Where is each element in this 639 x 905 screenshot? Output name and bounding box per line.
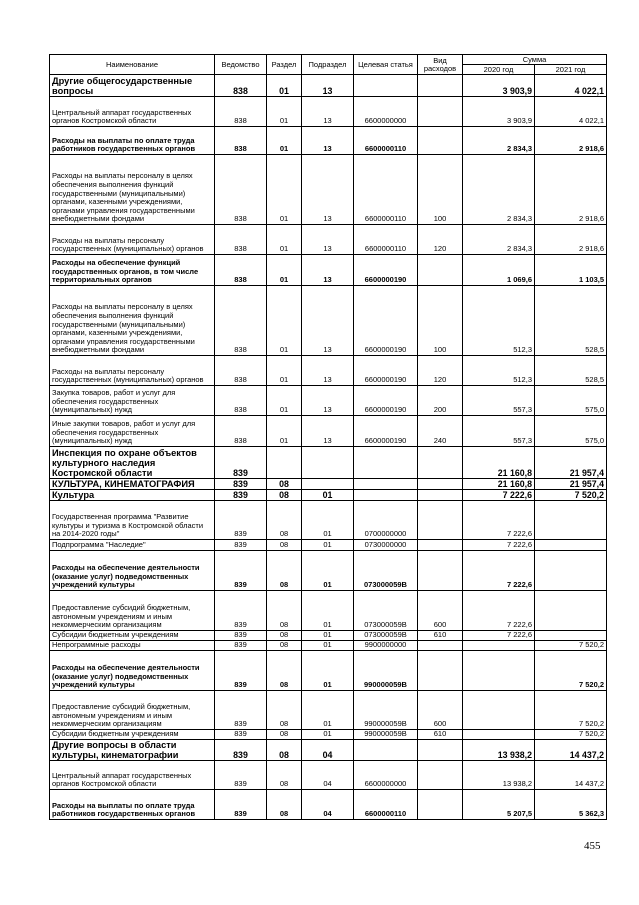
cell-name: Расходы на выплаты персоналу государственных (муниципальных) органов	[50, 356, 215, 386]
cell-subsection: 13	[302, 75, 354, 97]
cell-2021: 7 520,2	[535, 691, 607, 730]
cell-target	[354, 740, 418, 761]
cell-subsection: 13	[302, 255, 354, 286]
cell-dept: 838	[215, 356, 267, 386]
cell-2020: 7 222,6	[463, 490, 535, 501]
cell-dept: 839	[215, 591, 267, 631]
cell-kind	[418, 761, 463, 790]
cell-name: КУЛЬТУРА, КИНЕМАТОГРАФИЯ	[50, 479, 215, 490]
cell-name: Культура	[50, 490, 215, 501]
table-row	[50, 416, 607, 447]
table-row	[50, 540, 607, 551]
cell-2021: 7 520,2	[535, 651, 607, 691]
cell-2021: 14 437,2	[535, 740, 607, 761]
cell-dept: 839	[215, 761, 267, 790]
cell-2020: 3 903,9	[463, 97, 535, 127]
cell-kind	[418, 740, 463, 761]
table-row	[50, 386, 607, 416]
cell-dept: 838	[215, 127, 267, 155]
cell-subsection	[302, 479, 354, 490]
cell-name: Субсидии бюджетным учреждениям	[50, 730, 215, 740]
cell-name: Иные закупки товаров, работ и услуг для обеспечения государственных (муниципальных) нужд	[50, 416, 215, 447]
cell-target	[354, 75, 418, 97]
cell-kind	[418, 255, 463, 286]
cell-subsection	[302, 447, 354, 479]
cell-target: 6600000190	[354, 356, 418, 386]
cell-kind	[418, 447, 463, 479]
cell-section: 01	[267, 286, 302, 356]
cell-subsection: 01	[302, 631, 354, 641]
cell-target: 990000059В	[354, 730, 418, 740]
cell-section: 01	[267, 127, 302, 155]
table-row	[50, 651, 607, 691]
table-row	[50, 641, 607, 651]
cell-kind: 120	[418, 356, 463, 386]
header-kind: Вид расходов	[418, 55, 463, 75]
cell-section: 08	[267, 631, 302, 641]
cell-2021: 1 103,5	[535, 255, 607, 286]
cell-kind: 240	[418, 416, 463, 447]
cell-target: 6600000190	[354, 416, 418, 447]
cell-2020: 7 222,6	[463, 631, 535, 641]
budget-table	[49, 54, 607, 820]
cell-target: 6600000190	[354, 286, 418, 356]
cell-target: 6600000190	[354, 386, 418, 416]
cell-name: Государственная программа "Развитие культуры и туризма в Костромской области на 2014-2020 годы"	[50, 501, 215, 540]
cell-kind: 100	[418, 155, 463, 225]
cell-section: 08	[267, 730, 302, 740]
cell-2020: 13 938,2	[463, 740, 535, 761]
cell-section: 08	[267, 551, 302, 591]
table-row	[50, 761, 607, 790]
cell-2020: 7 222,6	[463, 540, 535, 551]
table-row	[50, 591, 607, 631]
cell-2021	[535, 631, 607, 641]
cell-kind	[418, 641, 463, 651]
cell-section: 01	[267, 225, 302, 255]
cell-section: 08	[267, 740, 302, 761]
cell-kind: 610	[418, 730, 463, 740]
table-row	[50, 551, 607, 591]
cell-subsection: 13	[302, 155, 354, 225]
cell-target: 0700000000	[354, 501, 418, 540]
cell-2020: 7 222,6	[463, 501, 535, 540]
cell-kind	[418, 97, 463, 127]
cell-section: 08	[267, 479, 302, 490]
cell-section: 08	[267, 540, 302, 551]
cell-kind	[418, 790, 463, 820]
cell-2021: 7 520,2	[535, 641, 607, 651]
cell-name: Центральный аппарат государственных органов Костромской области	[50, 97, 215, 127]
cell-name: Инспекция по охране объектов культурного наследия Костромской области	[50, 447, 215, 479]
cell-kind	[418, 127, 463, 155]
cell-section: 08	[267, 641, 302, 651]
header-section: Раздел	[267, 55, 302, 75]
cell-dept: 838	[215, 97, 267, 127]
table-row	[50, 447, 607, 479]
cell-subsection: 04	[302, 790, 354, 820]
table-row	[50, 740, 607, 761]
cell-2021	[535, 591, 607, 631]
cell-section: 01	[267, 255, 302, 286]
cell-subsection: 13	[302, 416, 354, 447]
cell-2021	[535, 551, 607, 591]
cell-2021: 21 957,4	[535, 447, 607, 479]
cell-dept: 839	[215, 490, 267, 501]
cell-2021: 2 918,6	[535, 155, 607, 225]
cell-name: Непрограммные расходы	[50, 641, 215, 651]
table-row	[50, 691, 607, 730]
cell-dept: 838	[215, 286, 267, 356]
cell-target: 073000059В	[354, 631, 418, 641]
cell-name: Предоставление субсидий бюджетным, автономным учреждениям и иным некоммерческим организациям	[50, 591, 215, 631]
cell-section: 08	[267, 501, 302, 540]
cell-2020: 3 903,9	[463, 75, 535, 97]
cell-name: Другие общегосударственные вопросы	[50, 75, 215, 97]
cell-2021: 2 918,6	[535, 225, 607, 255]
cell-kind: 200	[418, 386, 463, 416]
cell-dept: 839	[215, 740, 267, 761]
header-target: Целевая статья	[354, 55, 418, 75]
cell-subsection: 13	[302, 97, 354, 127]
cell-dept: 839	[215, 631, 267, 641]
cell-name: Закупка товаров, работ и услуг для обеспечения государственных (муниципальных) нужд	[50, 386, 215, 416]
cell-dept: 839	[215, 730, 267, 740]
cell-subsection: 01	[302, 651, 354, 691]
cell-2021	[535, 501, 607, 540]
table-row	[50, 97, 607, 127]
cell-section: 01	[267, 356, 302, 386]
cell-2020	[463, 651, 535, 691]
cell-2020: 512,3	[463, 286, 535, 356]
cell-subsection: 01	[302, 591, 354, 631]
cell-target: 9900000000	[354, 641, 418, 651]
cell-section	[267, 447, 302, 479]
cell-2021: 528,5	[535, 286, 607, 356]
cell-2020: 13 938,2	[463, 761, 535, 790]
cell-dept: 839	[215, 651, 267, 691]
cell-name: Предоставление субсидий бюджетным, автономным учреждениям и иным некоммерческим организациям	[50, 691, 215, 730]
cell-2021: 4 022,1	[535, 75, 607, 97]
header-sum: Сумма	[463, 55, 607, 65]
cell-subsection: 04	[302, 740, 354, 761]
cell-2020: 21 160,8	[463, 479, 535, 490]
table-row	[50, 790, 607, 820]
cell-kind	[418, 540, 463, 551]
cell-kind	[418, 75, 463, 97]
cell-name: Расходы на обеспечение деятельности (оказание услуг) подведомственных учреждений культуры	[50, 551, 215, 591]
table-row	[50, 501, 607, 540]
cell-2020: 2 834,3	[463, 127, 535, 155]
table-row	[50, 255, 607, 286]
cell-2021: 575,0	[535, 416, 607, 447]
cell-kind: 610	[418, 631, 463, 641]
cell-2020: 7 222,6	[463, 551, 535, 591]
cell-2020: 2 834,3	[463, 155, 535, 225]
cell-subsection: 01	[302, 551, 354, 591]
table-row	[50, 356, 607, 386]
cell-dept: 839	[215, 790, 267, 820]
cell-section: 01	[267, 75, 302, 97]
cell-kind	[418, 651, 463, 691]
cell-dept: 839	[215, 691, 267, 730]
cell-2020	[463, 641, 535, 651]
cell-name: Расходы на обеспечение деятельности (оказание услуг) подведомственных учреждений культуры	[50, 651, 215, 691]
cell-target: 990000059В	[354, 651, 418, 691]
cell-target: 6600000110	[354, 127, 418, 155]
cell-2021: 7 520,2	[535, 490, 607, 501]
cell-dept: 839	[215, 641, 267, 651]
cell-2020: 7 222,6	[463, 591, 535, 631]
cell-2021	[535, 540, 607, 551]
cell-name: Расходы на выплаты персоналу в целях обеспечения выполнения функций государственными (муниципальными) органами, казенными учреждениями, органами управления государственными внебюджетными фондами	[50, 155, 215, 225]
cell-2021: 528,5	[535, 356, 607, 386]
cell-section: 08	[267, 490, 302, 501]
cell-2020: 557,3	[463, 416, 535, 447]
cell-target: 6600000000	[354, 761, 418, 790]
cell-section: 01	[267, 97, 302, 127]
cell-dept: 839	[215, 447, 267, 479]
cell-subsection: 13	[302, 386, 354, 416]
table-row	[50, 155, 607, 225]
table-row	[50, 730, 607, 740]
cell-kind: 120	[418, 225, 463, 255]
cell-section: 01	[267, 155, 302, 225]
cell-dept: 838	[215, 225, 267, 255]
cell-name: Расходы на выплаты по оплате труда работников государственных органов	[50, 127, 215, 155]
table-row	[50, 127, 607, 155]
cell-section: 01	[267, 416, 302, 447]
cell-kind: 600	[418, 691, 463, 730]
cell-subsection: 01	[302, 730, 354, 740]
cell-subsection: 13	[302, 127, 354, 155]
cell-dept: 839	[215, 551, 267, 591]
cell-dept: 838	[215, 416, 267, 447]
cell-2021: 7 520,2	[535, 730, 607, 740]
cell-target	[354, 490, 418, 501]
cell-target: 6600000000	[354, 97, 418, 127]
cell-section: 08	[267, 790, 302, 820]
header-name: Наименование	[50, 55, 215, 75]
cell-target	[354, 447, 418, 479]
cell-subsection: 04	[302, 761, 354, 790]
cell-2021: 575,0	[535, 386, 607, 416]
cell-dept: 838	[215, 386, 267, 416]
cell-subsection: 13	[302, 225, 354, 255]
cell-name: Подпрограмма "Наследие"	[50, 540, 215, 551]
cell-2021: 21 957,4	[535, 479, 607, 490]
cell-name: Расходы на обеспечение функций государственных органов, в том числе территориальных органов	[50, 255, 215, 286]
cell-kind: 100	[418, 286, 463, 356]
table-row	[50, 490, 607, 501]
cell-2020: 2 834,3	[463, 225, 535, 255]
header-dept: Ведомство	[215, 55, 267, 75]
cell-section: 08	[267, 591, 302, 631]
cell-section: 08	[267, 761, 302, 790]
header-year-2020: 2020 год	[463, 65, 535, 75]
cell-2021: 14 437,2	[535, 761, 607, 790]
cell-name: Расходы на выплаты персоналу государственных (муниципальных) органов	[50, 225, 215, 255]
cell-target: 990000059В	[354, 691, 418, 730]
cell-kind: 600	[418, 591, 463, 631]
cell-target: 6600000190	[354, 255, 418, 286]
cell-subsection: 13	[302, 356, 354, 386]
cell-section: 08	[267, 651, 302, 691]
cell-target: 073000059В	[354, 551, 418, 591]
cell-section: 01	[267, 386, 302, 416]
cell-kind	[418, 490, 463, 501]
cell-2020	[463, 730, 535, 740]
cell-section: 08	[267, 691, 302, 730]
table-row	[50, 225, 607, 255]
cell-dept: 838	[215, 155, 267, 225]
cell-name: Другие вопросы в области культуры, кинематографии	[50, 740, 215, 761]
cell-subsection: 01	[302, 490, 354, 501]
table-row	[50, 479, 607, 490]
table-row	[50, 631, 607, 641]
table-row	[50, 286, 607, 356]
cell-dept: 839	[215, 540, 267, 551]
cell-2021: 5 362,3	[535, 790, 607, 820]
cell-target	[354, 479, 418, 490]
cell-target: 073000059В	[354, 591, 418, 631]
header-subsection: Подраздел	[302, 55, 354, 75]
cell-dept: 838	[215, 75, 267, 97]
cell-subsection: 01	[302, 540, 354, 551]
table-row	[50, 75, 607, 97]
cell-2021: 4 022,1	[535, 97, 607, 127]
cell-2021: 2 918,6	[535, 127, 607, 155]
cell-dept: 839	[215, 501, 267, 540]
cell-2020: 1 069,6	[463, 255, 535, 286]
cell-2020	[463, 691, 535, 730]
cell-subsection: 01	[302, 501, 354, 540]
cell-name: Субсидии бюджетным учреждениям	[50, 631, 215, 641]
cell-2020: 21 160,8	[463, 447, 535, 479]
cell-2020: 512,3	[463, 356, 535, 386]
cell-2020: 557,3	[463, 386, 535, 416]
cell-target: 6600000110	[354, 155, 418, 225]
cell-kind	[418, 479, 463, 490]
header-year-2021: 2021 год	[535, 65, 607, 75]
cell-dept: 838	[215, 255, 267, 286]
cell-target: 6600000110	[354, 225, 418, 255]
cell-dept: 839	[215, 479, 267, 490]
cell-name: Расходы на выплаты персоналу в целях обеспечения выполнения функций государственными (муниципальными) органами, казенными учреждениями, органами управления государственными внебюджетными фондами	[50, 286, 215, 356]
page-number: 455	[584, 840, 601, 852]
cell-name: Расходы на выплаты по оплате труда работников государственных органов	[50, 790, 215, 820]
cell-2020: 5 207,5	[463, 790, 535, 820]
cell-name: Центральный аппарат государственных органов Костромской области	[50, 761, 215, 790]
cell-subsection: 01	[302, 641, 354, 651]
cell-kind	[418, 501, 463, 540]
cell-kind	[418, 551, 463, 591]
cell-subsection: 01	[302, 691, 354, 730]
cell-target: 6600000110	[354, 790, 418, 820]
cell-subsection: 13	[302, 286, 354, 356]
cell-target: 0730000000	[354, 540, 418, 551]
